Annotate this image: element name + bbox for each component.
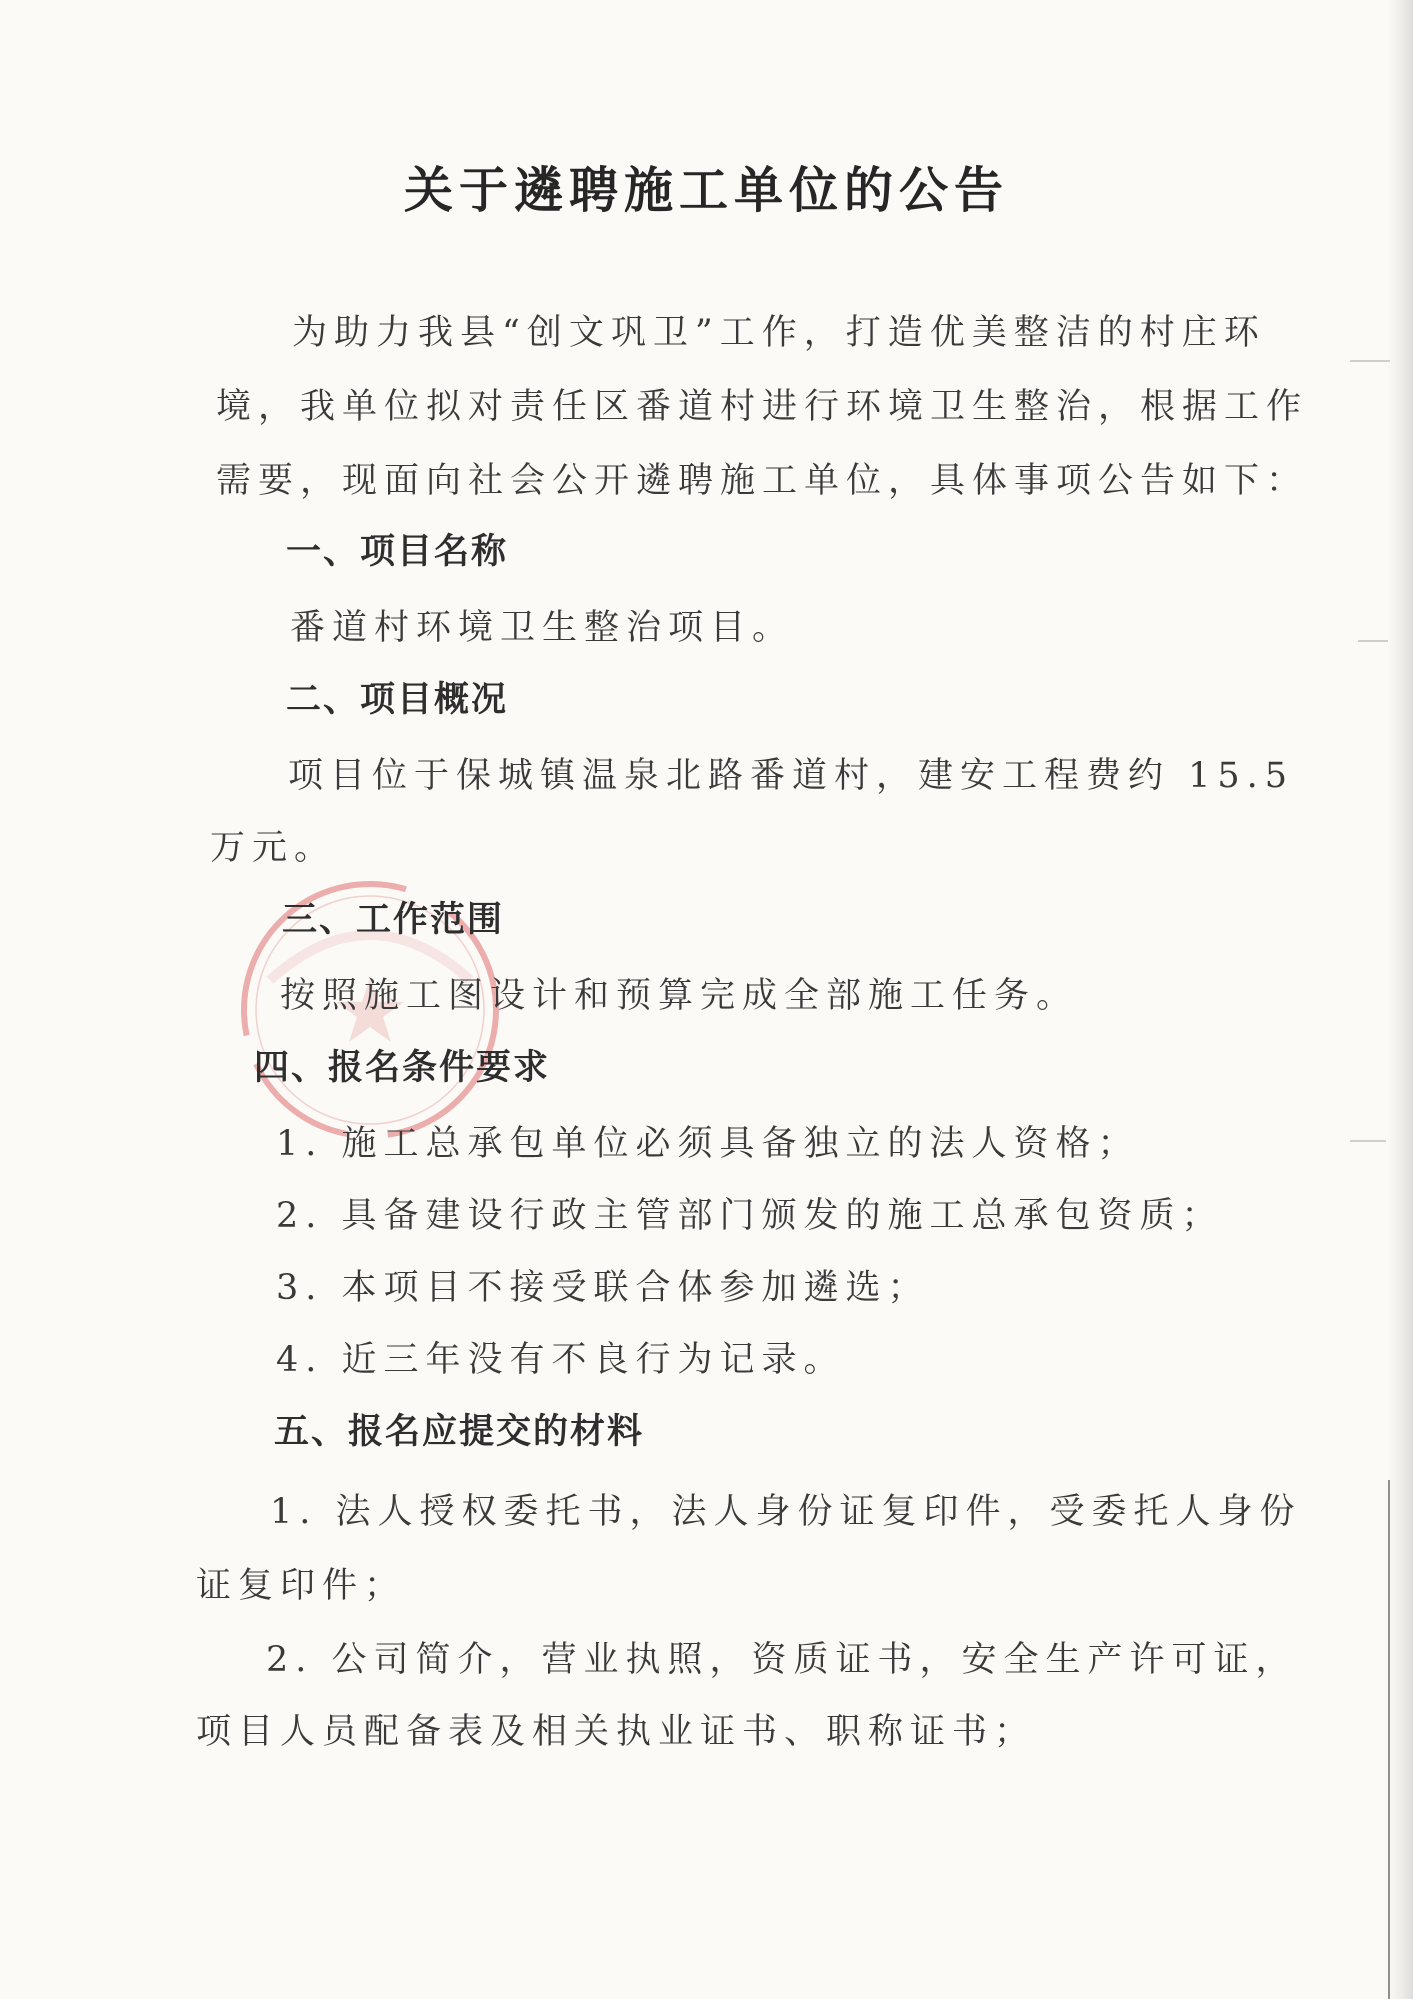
intro-line-3: 需要，现面向社会公开遴聘施工单位，具体事项公告如下：	[216, 461, 1309, 501]
page-title: 关于遴聘施工单位的公告	[403, 162, 1009, 219]
condition-item-1: 1. 施工总承包单位必须具备独立的法人资格；	[276, 1124, 1140, 1164]
section-body-3: 按照施工图设计和预算完成全部施工任务。	[280, 976, 1079, 1016]
scan-mark	[1358, 640, 1388, 642]
material-item-1-line-1: 1. 法人授权委托书，法人身份证复印件，受委托人身份	[270, 1492, 1302, 1532]
condition-item-3: 3. 本项目不接受联合体参加遴选；	[276, 1268, 930, 1308]
section-heading-2: 二、项目概况	[286, 680, 509, 720]
intro-line-2: 境，我单位拟对责任区番道村进行环境卫生整治，根据工作	[216, 387, 1309, 427]
condition-item-2: 2. 具备建设行政主管部门颁发的施工总承包资质；	[276, 1196, 1224, 1236]
section-heading-5: 五、报名应提交的材料	[274, 1412, 645, 1452]
section-heading-4: 四、报名条件要求	[254, 1048, 551, 1088]
material-item-2-line-2: 项目人员配备表及相关执业证书、职称证书；	[196, 1712, 1037, 1752]
section-heading-1: 一、项目名称	[286, 532, 509, 572]
material-item-2-line-1: 2. 公司简介，营业执照，资质证书，安全生产许可证，	[266, 1640, 1298, 1680]
condition-item-4: 4. 近三年没有不良行为记录。	[276, 1340, 846, 1380]
page-edge-line	[1388, 1480, 1390, 1999]
scan-mark	[1350, 1140, 1386, 1142]
page-edge-shadow	[1387, 0, 1413, 1999]
section-body-2-line-2: 万元。	[210, 828, 337, 868]
material-item-1-line-2: 证复印件；	[196, 1566, 407, 1606]
scan-mark	[1350, 360, 1390, 362]
section-body-2-line-1: 项目位于保城镇温泉北路番道村，建安工程费约 15.5	[288, 756, 1295, 796]
section-body-1: 番道村环境卫生整治项目。	[290, 608, 795, 648]
intro-line-1: 为助力我县“创文巩卫”工作，打造优美整洁的村庄环	[292, 313, 1266, 353]
section-heading-3: 三、工作范围	[282, 900, 505, 940]
